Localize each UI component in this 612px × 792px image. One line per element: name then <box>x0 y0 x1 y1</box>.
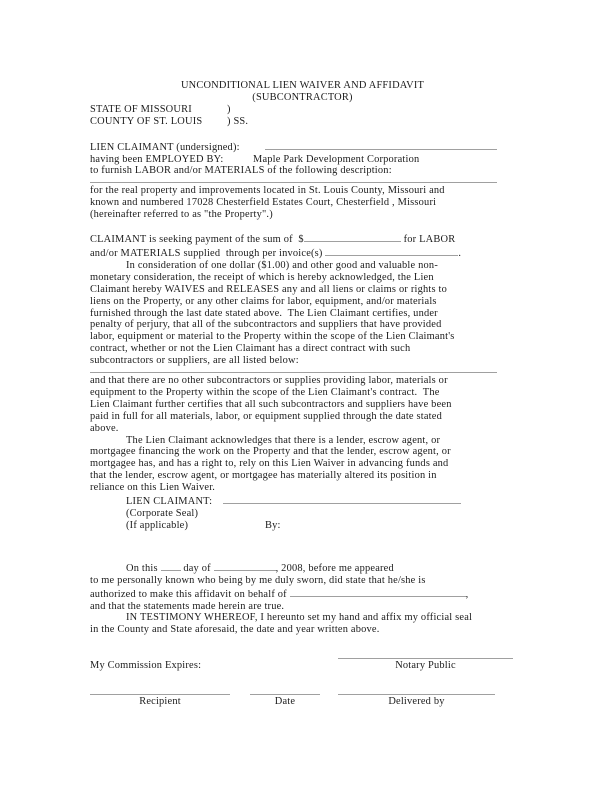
delivered-by-block <box>338 683 495 708</box>
spacer <box>90 532 515 561</box>
date-field[interactable] <box>250 683 320 695</box>
lien-claimant-signature-row <box>90 494 515 508</box>
certification-paragraph-line: above. <box>90 422 119 434</box>
notary-public-signature-field[interactable] <box>338 647 513 659</box>
recipient-block <box>90 683 230 708</box>
day-of-mid: day of <box>180 562 214 574</box>
notary-behalf-row <box>90 587 515 601</box>
lien-claimant-signature-label: LIEN CLAIMANT: <box>126 496 213 508</box>
spacer <box>90 672 515 683</box>
document-title: UNCONDITIONAL LIEN WAIVER AND AFFIDAVIT <box>180 80 425 91</box>
certification-paragraph-line: paid in full for all materials, labor, or equipment supplied through the date stated <box>90 410 442 422</box>
waiver-paragraph-line: furnished through the last date stated above. The Lien Claimant certifies, under <box>90 307 438 319</box>
certification-paragraph-line: and that there are no other subcontractors or supplies providing labor, materials or <box>90 375 448 387</box>
waiver-paragraph-line: labor, equipment or material to the Property within the scope of the Lien Claimant's <box>90 331 455 343</box>
state-paren: ) <box>227 103 231 115</box>
description-field[interactable] <box>90 177 497 183</box>
lien-claimant-signature-field[interactable] <box>223 494 461 504</box>
county-paren: ) SS. <box>227 115 249 127</box>
notary-public-label: Notary Public <box>395 660 456 672</box>
by-label: By: <box>265 519 281 531</box>
day-field[interactable] <box>161 561 181 571</box>
delivery-signature-row <box>90 683 515 708</box>
property-line: (hereinafter referred to as "the Property".) <box>90 209 273 221</box>
notary-date-row <box>90 561 515 575</box>
behalf-pre: authorized to make this affidavit on behalf of <box>90 588 290 600</box>
month-field[interactable] <box>214 561 276 571</box>
lender-paragraph-line: reliance on this Lien Waiver. <box>90 482 216 494</box>
certification-paragraph-line: equipment to the Property within the scope of the Lien Claimant's contract. The <box>90 386 440 398</box>
notary-public-block <box>338 647 513 672</box>
year-post: , 2008, before me appeared <box>275 562 394 574</box>
employed-by-value: Maple Park Development Corporation <box>253 153 420 165</box>
lender-paragraph-line: that the lender, escrow agent, or mortgagee has materially altered its position in <box>90 470 437 482</box>
spacer <box>90 636 515 647</box>
venue-county-row <box>90 116 515 128</box>
delivered-by-label: Delivered by <box>388 696 445 708</box>
lender-paragraph-line: mortgagee financing the work on the Property and that the lender, escrow agent, or <box>90 446 451 458</box>
date-block <box>250 683 320 708</box>
commission-notary-row <box>90 647 515 672</box>
county-label: COUNTY OF ST. LOUIS <box>90 115 203 127</box>
payment-sum-pre: CLAIMANT is seeking payment of the sum of $ <box>90 234 304 246</box>
payment-invoice-post: . <box>458 247 462 259</box>
on-this-pre: On this <box>126 562 161 574</box>
lien-claimant-row <box>90 140 515 154</box>
waiver-paragraph-line: Claimant hereby WAIVES and RELEASES any and all liens or claims or rights to <box>90 283 447 295</box>
notary-line: to me personally known who being by me duly sworn, did state that he/she is <box>90 574 426 586</box>
lien-claimant-name-field[interactable] <box>265 140 497 150</box>
document-subtitle: (SUBCONTRACTOR) <box>252 91 353 103</box>
waiver-paragraph-line: In consideration of one dollar ($1.00) and other good and valuable non- <box>126 259 438 271</box>
state-label: STATE OF MISSOURI <box>90 103 192 115</box>
waiver-paragraph-line: monetary consideration, the receipt of which is hereby acknowledged, the Lien <box>90 271 434 283</box>
lender-paragraph-line: mortgagee has, and has a right to, rely on this Lien Waiver in advancing funds and <box>90 458 449 470</box>
waiver-paragraph-line: penalty of perjury, that all of the subcontractors and suppliers that have provided <box>90 319 442 331</box>
delivered-by-field[interactable] <box>338 683 495 695</box>
if-applicable-label: (If applicable) <box>126 519 189 531</box>
waiver-paragraph-line: subcontractors or suppliers, are all listed below: <box>90 355 299 367</box>
payment-sum-field[interactable] <box>304 232 401 242</box>
date-label: Date <box>274 696 296 708</box>
lender-paragraph-line: The Lien Claimant acknowledges that there is a lender, escrow agent, or <box>126 434 441 446</box>
certification-paragraph-line: Lien Claimant further certifies that all such subcontractors and suppliers have been <box>90 398 452 410</box>
payment-sum-row <box>90 232 515 246</box>
payment-invoice-field[interactable] <box>325 246 458 256</box>
waiver-paragraph-line: liens on the Property, or any other claims for labor, equipment, and/or materials <box>90 295 437 307</box>
behalf-of-field[interactable] <box>290 587 466 597</box>
venue-state-row <box>90 104 515 116</box>
recipient-signature-field[interactable] <box>90 683 230 695</box>
testimony-line: in the County and State aforesaid, the date and year written above. <box>90 624 380 636</box>
subcontractor-list-field[interactable] <box>90 367 497 373</box>
recipient-label: Recipient <box>139 696 181 708</box>
furnish-row: to furnish LABOR and/or MATERIALS of the following description: <box>90 165 392 177</box>
spacer <box>90 221 515 232</box>
payment-sum-post: for LABOR <box>400 234 456 246</box>
commission-expires-label: My Commission Expires: <box>90 660 202 672</box>
testimony-line: IN TESTIMONY WHEREOF, I hereunto set my hand and affix my official seal <box>126 612 473 624</box>
employed-by-row <box>90 154 515 166</box>
waiver-paragraph-line: contract, whether or not the Lien Claimant has a direct contract with such <box>90 343 411 355</box>
employed-by-label: having been EMPLOYED BY: <box>90 153 224 165</box>
behalf-post: , <box>465 588 469 600</box>
property-line: for the real property and improvements located in St. Louis County, Missouri and <box>90 185 445 197</box>
payment-invoice-row <box>90 246 515 260</box>
payment-invoice-pre: and/or MATERIALS supplied through per invoice(s) <box>90 247 326 259</box>
if-applicable-row <box>90 520 515 532</box>
spacer <box>90 128 515 140</box>
lien-claimant-undersigned-label: LIEN CLAIMANT (undersigned): <box>90 141 240 153</box>
notary-line: and that the statements made herein are true. <box>90 600 285 612</box>
property-line: known and numbered 17028 Chesterfield Estates Court, Chesterfield , Missouri <box>90 197 437 209</box>
corporate-seal-row: (Corporate Seal) <box>126 508 199 519</box>
